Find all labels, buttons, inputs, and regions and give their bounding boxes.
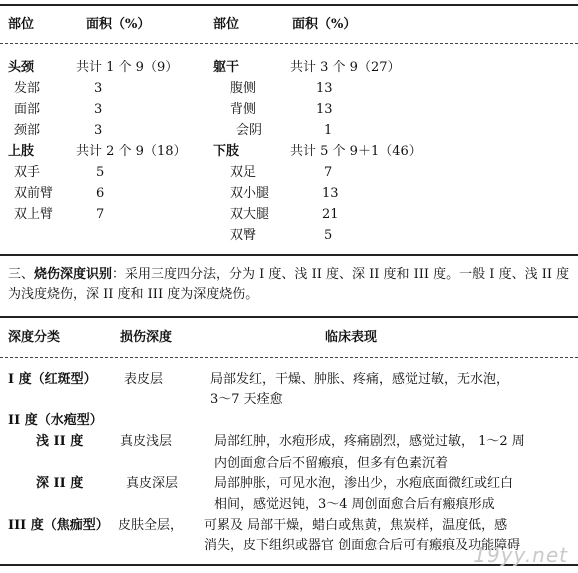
group-upper-total: 共计 2 个 9（18） [76, 144, 187, 159]
head-item-name: 面部 [14, 102, 41, 117]
section-3-paragraph [8, 265, 570, 305]
header-part-right: 部位 [213, 17, 240, 32]
depth-row-depth: 表皮层 [124, 372, 164, 387]
header-clinical: 临床表现 [325, 330, 378, 345]
depth-row-clinical-line1: 局部肿胀，可见水泡，渗出少，水疱底面微红或红白 [214, 476, 514, 491]
header-depth-class: 深度分类 [8, 330, 61, 345]
lower-item-name: 双小腿 [230, 186, 270, 201]
upper-item-value: 6 [96, 186, 105, 201]
trunk-item-value: 1 [324, 123, 333, 138]
lower-item-value: 21 [322, 207, 339, 222]
depth-table-top-rule [0, 316, 578, 318]
header-area-right: 面积（%） [292, 17, 357, 32]
group-lower-label: 下肢 [213, 144, 240, 159]
lower-item-name: 双大腿 [230, 207, 270, 222]
trunk-item-value: 13 [316, 102, 333, 117]
lower-item-name: 双足 [230, 165, 257, 180]
header-injury-depth: 损伤深度 [120, 330, 173, 345]
depth-row-clinical-line2: 3～7 天痊愈 [210, 392, 283, 407]
site-watermark: 19yy.net [473, 543, 568, 567]
trunk-item-name: 腹侧 [230, 81, 257, 96]
header-part-left: 部位 [8, 17, 35, 32]
depth-row-depth: 真皮浅层 [120, 434, 173, 449]
group-head-total: 共计 1 个 9（9） [76, 60, 179, 75]
section-3-title: 烧伤深度识别 [34, 267, 113, 282]
trunk-item-value: 13 [316, 81, 333, 96]
upper-item-name: 双上臂 [14, 207, 54, 222]
group-upper-label: 上肢 [8, 144, 35, 159]
trunk-item-name: 会阴 [236, 123, 263, 138]
depth-row-clinical-line2: 相间，感觉迟钝，3～4 周创面愈合后有瘢痕形成 [214, 497, 495, 512]
depth-row-class: III 度（焦痂型） [8, 518, 109, 533]
section-3-body: ：采用三度四分法，分为 I 度、浅 II 度、深 II 度和 III 度。一般 I 度、浅 II 度为浅度烧伤，深 II 度和 III 度为深度烧伤。 [8, 267, 570, 302]
lower-item-value: 13 [322, 186, 339, 201]
depth-row-clinical-line2: 消失，皮下组织或器官 创面愈合后可有瘢痕及功能障碍 [204, 538, 521, 553]
depth-row-clinical-line1: 局部红肿，水疱形成，疼痛剧烈，感觉过敏， 1～2 周 [214, 434, 525, 449]
area-table-bottom-rule [0, 254, 578, 256]
lower-item-name: 双臀 [230, 228, 257, 243]
group-lower-total: 共计 5 个 9＋1（46） [290, 144, 422, 159]
head-item-value: 3 [94, 123, 103, 138]
group-trunk-total: 共计 3 个 9（27） [290, 60, 401, 75]
group-trunk-label: 躯干 [213, 60, 240, 75]
depth-row-class: II 度（水疱型） [8, 413, 103, 428]
lower-item-value: 5 [324, 228, 333, 243]
depth-row-clinical-line1: 可累及 局部干燥，蜡白或焦黄，焦炭样，温度低，感 [204, 518, 508, 533]
upper-item-name: 双前臂 [14, 186, 54, 201]
top-rule [0, 4, 578, 6]
depth-row-class: 深 II 度 [36, 476, 84, 491]
depth-row-clinical-line2: 内创面愈合后不留瘢痕，但多有色素沉着 [214, 456, 449, 471]
head-item-name: 颈部 [14, 123, 41, 138]
header-rule [0, 43, 578, 44]
upper-item-name: 双手 [14, 165, 41, 180]
head-item-value: 3 [94, 81, 103, 96]
depth-row-depth: 真皮深层 [126, 476, 179, 491]
depth-row-clinical-line1: 局部发红，干燥、肿胀、疼痛，感觉过敏，无水泡， [210, 372, 510, 387]
depth-row-depth: 皮肤全层， [118, 518, 184, 533]
upper-item-value: 5 [96, 165, 105, 180]
depth-row-class: 浅 II 度 [36, 434, 84, 449]
lower-item-value: 7 [324, 165, 333, 180]
section-3-prefix: 三、 [8, 267, 35, 282]
trunk-item-name: 背侧 [230, 102, 257, 117]
head-item-value: 3 [94, 102, 103, 117]
depth-row-class: I 度（红斑型） [8, 372, 97, 387]
header-area-left: 面积（%） [86, 17, 151, 32]
upper-item-value: 7 [96, 207, 105, 222]
depth-header-rule [0, 357, 578, 358]
group-head-label: 头颈 [8, 60, 35, 75]
head-item-name: 发部 [14, 81, 41, 96]
